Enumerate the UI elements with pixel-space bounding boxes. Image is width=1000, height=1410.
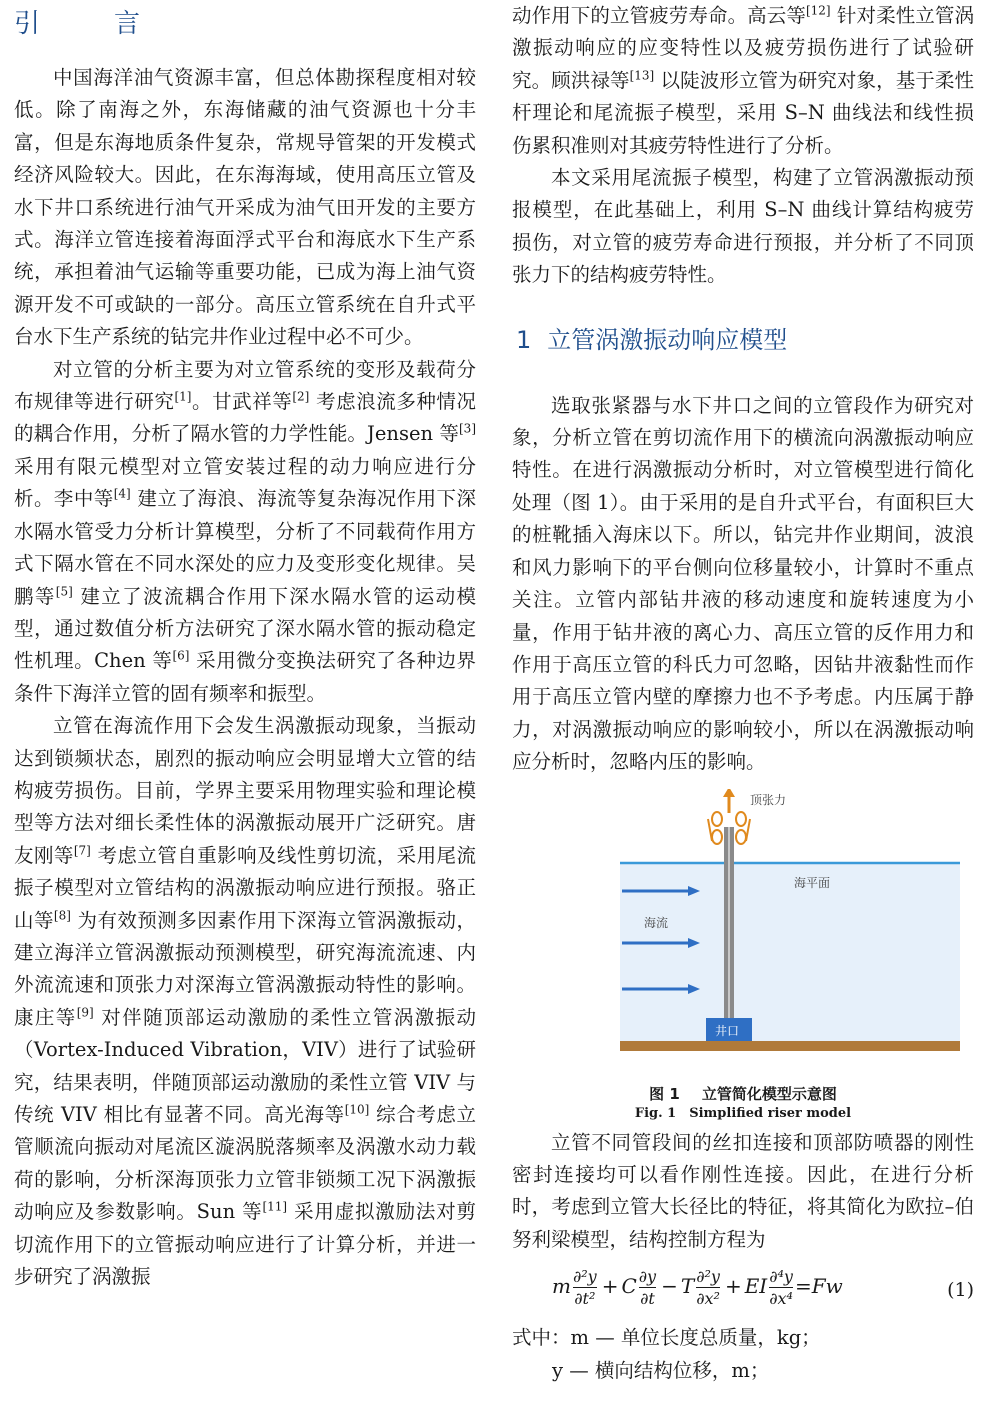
seabed: [620, 1041, 960, 1051]
figure-number: 图 1: [649, 1084, 680, 1103]
current-label: 海流: [644, 915, 669, 930]
intro-paragraph-4: 本文采用尾流振子模型，构建了立管涡激振动预报模型，在此基础上，利用 S–N 曲线计算结构疲劳损伤，对立管的疲劳寿命进行预报，并分析了不同顶张力下的结构疲劳特性。: [512, 166, 974, 287]
definition-y: y — 横向结构位移，m；: [552, 1358, 770, 1382]
intro-paragraph-1: 中国海洋油气资源丰富，但总体勘探程度相对较低。除了南海之外，东海储藏的油气资源也十分丰富，但是东海地质条件复杂，常规导管架的开发模式经济风险较大。因此，在东海海域，使用高压立管及水下井口系统进行油气开采成为油气田开发的主要方式。海洋立管连接着海面浮式平台和海底水下生产系统，承担着油气运输等重要功能，已成为海上油气资源开发不可或缺的一部分。高压立管系统在自升式平台水下生产系统的钻完井作业过程中必不可少。: [14, 66, 476, 349]
right-column: [512, 0, 974, 1387]
citation-ref: [13]: [629, 68, 655, 83]
sea-level-label: 海平面: [794, 875, 831, 890]
wellhead-label: 井口: [715, 1023, 740, 1038]
citation-ref: [7]: [73, 843, 91, 858]
citation-ref: [5]: [55, 584, 73, 598]
top-tension-label: 顶张力: [750, 792, 787, 807]
citation-ref: [10]: [344, 1102, 370, 1117]
citation-ref: [1]: [174, 389, 192, 404]
intro-paragraph-3: 立管在海流作用下会发生涡激振动现象，当振动达到锁频状态，剧烈的振动响应会明显增大立管的结构疲劳损伤。目前，学界主要采用物理实验和理论模型等方法对细长柔性体的涡激振动展开广泛研究。唐友刚等[7] 考虑立管自重影响及线性剪切流，采用尾流振子模型对立管结构的涡激振动响应进行预报。骆正山等[8] 为有效预测多因素作用下深海立管涡激振动，建立海洋立管涡激振动预测模型，研究海流流速、内外流流速和顶张力对深海立管涡激振动特性的影响。康庄等[9] 对伴随顶部运动激励的柔性立管涡激振动（Vortex-Induced Vibration，VIV）进行了试验研究，结果表明，伴随顶部运动激励的柔性立管 VIV 与传统 VIV 相比有显著不同。高光海等[10] 综合考虑立管顺流向振动对尾流区漩涡脱落频率及涡激水动力载荷的影响，分析深海顶张力立管非锁频工况下涡激振动响应及参数影响。Sun 等[11] 采用虚拟激励法对剪切流作用下的立管振动响应进行了计算分析，并进一步研究了涡激振: [14, 714, 477, 1289]
section-number: 1: [516, 325, 532, 354]
citation-ref: [6]: [172, 648, 190, 663]
figure-caption-text: 立管简化模型示意图: [701, 1084, 837, 1103]
section-1-heading: [516, 320, 974, 360]
riser-model-diagram: [512, 789, 974, 1079]
figure-caption-en: Fig. 1 Simplified riser model: [634, 1105, 852, 1121]
citation-ref: [3]: [459, 421, 476, 436]
intro-paragraph-2: 对立管的分析主要为对立管系统的变形及载荷分布规律等进行研究[1]。甘武祥等[2] 考虑浪流多种情况的耦合作用，分析了隔水管的力学性能。Jensen 等[3] 采用有限元模型对立管安装过程的动力响应进行分析。李中等[4] 建立了海浪、海流等复杂海况作用下深水隔水管受力分析计算模型，分析了不同载荷作用方式下隔水管在不同水深处的应力及变形变化规律。吴鹏等[5] 建立了波流耦合作用下深水隔水管的运动模型，通过数值分析方法研究了深水隔水管的振动稳定性机理。Chen 等[6] 采用微分变换法研究了各种边界条件下海洋立管的固有频率和振型。: [14, 357, 476, 705]
figure-caption-cn: [512, 1083, 974, 1105]
section-1-paragraph-1: 选取张紧器与水下井口之间的立管段作为研究对象，分析立管在剪切流作用下的横流向涡激振动响应特性。在进行涡激振动分析时，对立管模型进行简化处理（图 1）。由于采用的是自升式平台，有面积巨大的桩靴插入海床以下。所以，钻完井作业期间，波浪和风力影响下的平台侧向位移量较小，计算时不重点关注。立管内部钻井液的移动速度和旋转速度为小量，作用于钻井液的离心力、高压立管的反作用力和作用于高压立管的科氏力可忽略，因钻井液黏性而作用于高压立管内壁的摩擦力也不予考虑。内压属于静力，对涡激振动响应的影响较小，所以在涡激振动响应分析时，忽略内压的影响。: [512, 393, 974, 774]
section-1-paragraph-2: 立管不同管段间的丝扣连接和顶部防喷器的刚性密封连接均可以看作刚性连接。因此，在进行分析时，考虑到立管大长径比的特征，将其简化为欧拉–伯努利梁模型，结构控制方程为: [512, 1130, 974, 1251]
figure-1: [512, 789, 974, 1079]
citation-ref: [9]: [76, 1005, 94, 1020]
equation-number: (1): [947, 1279, 974, 1302]
left-column: [14, 0, 476, 1293]
citation-ref: [2]: [292, 389, 310, 404]
intro-heading: 引 言: [14, 9, 165, 39]
section-title: 立管涡激振动响应模型: [547, 325, 788, 354]
equation-1: m $\frac{\text{∂²y}}{\text{∂t²}}$ + C $\frac{\partial y}{\partial t}$ − T $\frac{\text{∂²y}}{\text{∂x²}}$ + EI $\frac{\text{∂⁴y}}{\text{∂x⁴}}$ =Fw (1): [552, 1267, 974, 1309]
intro-paragraph-3-continued: 动作用下的立管疲劳寿命。高云等[12] 针对柔性立管涡激振动响应的应变特性以及疲劳损伤进行了试验研究。顾洪禄等[13] 以陡波形立管为研究对象，基于柔性杆理论和尾流振子模型，采用 S–N 曲线法和线性损伤累积准则对其疲劳特性进行了分析。: [512, 3, 974, 157]
definition-m: 式中：m — 单位长度总质量，kg；: [512, 1326, 821, 1350]
citation-ref: [11]: [262, 1199, 288, 1214]
citation-ref: [8]: [53, 908, 71, 923]
citation-ref: [12]: [805, 3, 831, 18]
citation-ref: [4]: [113, 486, 131, 501]
